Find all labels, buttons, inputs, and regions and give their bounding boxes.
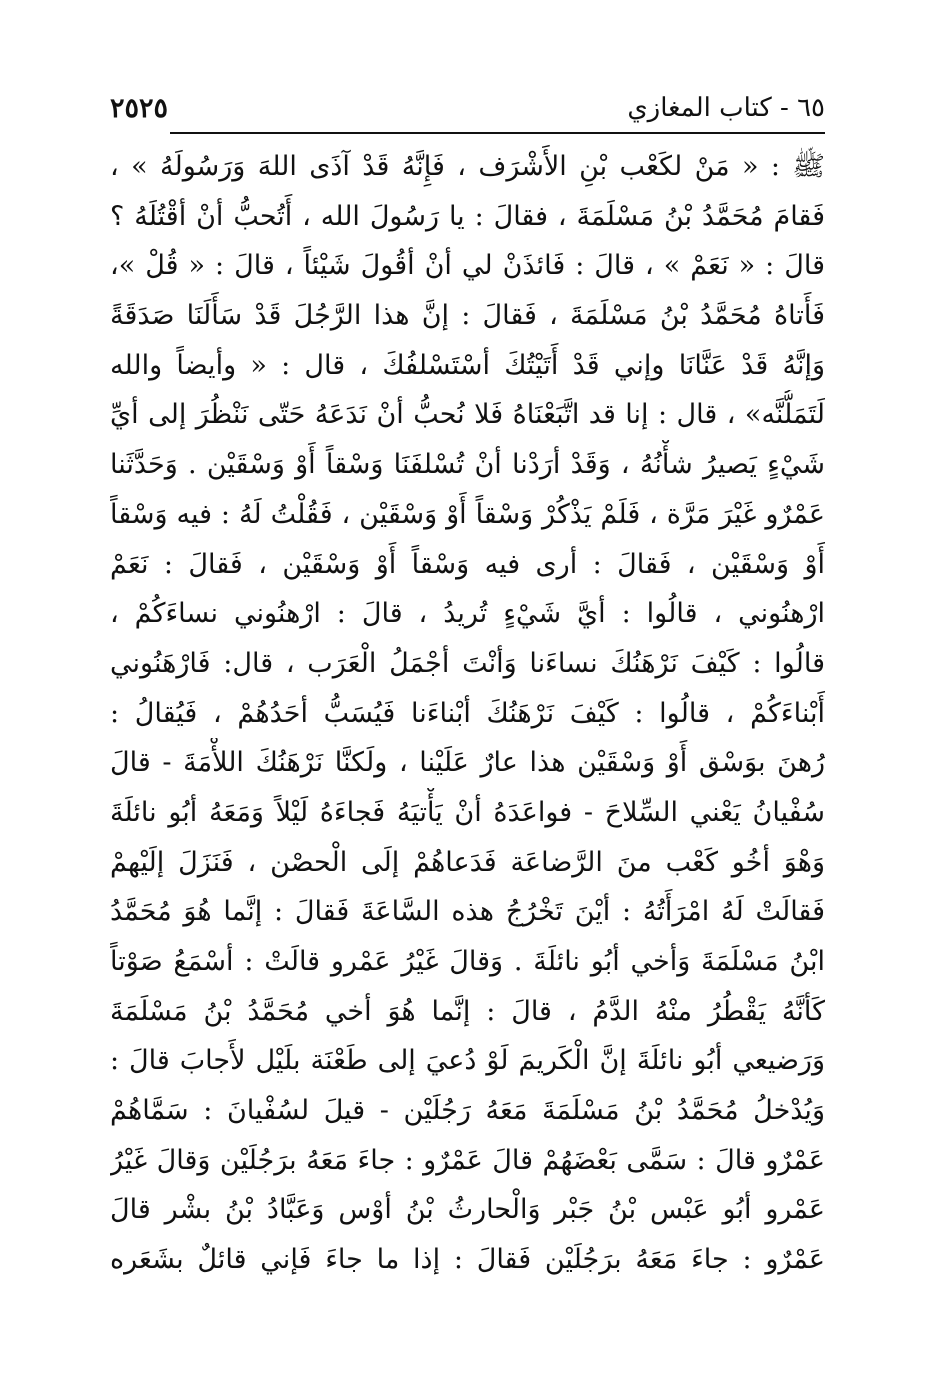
text-line: ابْنُ مَسْلَمَةَ وَأخي أبُو نائلَةَ . وَقالَ غَيْرُ عَمْرو قالَتْ : أسْمَعُ صَوْتاً <box>110 946 825 977</box>
text-line: شَيْءٍ يَصيرُ شأْنُهُ ، وَقَدْ أرَدْنا أنْ تُسْلفَنَا وَسْقاً أَوْ وَسْقَيْن . وَحَدَّثَنا <box>110 449 825 481</box>
text-line: فَقامَ مُحَمَّدُ بْنُ مَسْلَمَةَ ، فقالَ : يا رَسُولَ الله ، أَتُحبُّ أنْ أقْتُلَهُ ؟ <box>110 200 825 232</box>
chapter-title: ٦٥ - كتاب المغازي <box>627 93 825 123</box>
text-line: قالَ : « نَعَمْ » ، قالَ : فَائذَنْ لي أنْ أقُولَ شَيْئاً ، قالَ : « قُلْ »، <box>110 250 825 282</box>
text-line: وَإنَّهُ قَدْ عَنَّانَا وإني قَدْ أَتَيْتُكَ أسْتَسْلفُكَ ، قال : « وأيضاً والله <box>110 349 825 381</box>
body-text <box>110 142 825 1285</box>
page-number: ٢٥٢٥ <box>110 92 169 124</box>
text-line: ﷺ : « مَنْ لكَعْب بْنِ الأَشْرَف ، فَإِنَّهُ قَدْ آذَى اللهَ وَرَسُولَهُ » ، <box>110 151 825 182</box>
text-line: قالُوا : كَيْفَ نَرْهَنُكَ نساءَنا وَأنْتَ أجْمَلُ الْعَرَب ، قال: فَارْهَنُوني <box>110 647 825 679</box>
header-rule <box>170 132 825 134</box>
text-line: وَرَضيعي أبُو نائلَةَ إنَّ الْكَريمَ لَوْ دُعيَ إلى طَعْنَة بلَيْل لأَجابَ قالَ : <box>110 1045 825 1077</box>
text-line: لَتَمَلُّنَّه» ، قال : إنا قد اتَّبَعْنَاهُ فَلا نُحبُّ أنْ نَدَعَهُ حَتّى نَنْظُرَ إلى أيِّ <box>110 399 825 431</box>
text-line: رُهنَ بوَسْق أَوْ وَسْقَيْن هذا عارٌ عَلَيْنا ، ولَكنَّا نَرْهَنُكَ اللأْمَةَ - قالَ <box>110 747 825 779</box>
text-line: فَقالَتْ لَهُ امْرَأَتُهُ : أيْنَ تَخْرُجُ هذه السَّاعَةَ فَقالَ : إنَّما هُوَ مُحَمَّدُ <box>110 896 825 928</box>
text-line: وَيُدْخلُ مُحَمَّدُ بْنُ مَسْلَمَةَ مَعَهُ رَجُلَيْن - قيلَ لسُفْيانَ : سَمَّاهُمْ <box>110 1095 825 1127</box>
text-line: أَوْ وَسْقَيْن ، فَقالَ : أرى فيه وَسْقاً أَوْ وَسْقَيْن ، فَقالَ : نَعَمْ <box>110 548 825 580</box>
text-line: عَمْرو أبُو عَبْس بْنُ جَبْر وَالْحارثُ بْنُ أوْس وَعَبَّادُ بْنُ بشْر قالَ <box>110 1194 825 1226</box>
text-line: كَأنَّهُ يَقْطُرُ منْهُ الدَّمُ ، قالَ : إنَّما هُوَ أخي مُحَمَّدُ بْنُ مَسْلَمَةَ <box>110 995 825 1027</box>
text-line: عَمْرٌو : جاءَ مَعَهُ برَجُلَيْن فَقالَ : إذا ما جاءَ فَإني قائلٌ بشَعَره <box>110 1244 825 1276</box>
text-line: وَهْوَ أخُو كَعْب منَ الرَّضاعَة فَدَعاهُمْ إلَى الْحصْن ، فَنَزَلَ إلَيْهمْ <box>110 846 825 878</box>
text-line: عَمْرٌو قالَ : سَمَّى بَعْضَهُمْ قالَ عَمْرٌو : جاءَ مَعَهُ برَجُلَيْن وَقالَ غَيْرُ <box>110 1144 825 1176</box>
text-line: سُفْيانُ يَعْني السِّلاحَ - فواعَدَهُ أنْ يَأْتيَهُ فَجاءَهُ لَيْلاً وَمَعَهُ أبُو نائلَةَ <box>110 796 825 828</box>
text-line: عَمْرٌو غَيْرَ مَرَّة ، فَلَمْ يَذْكُرْ وَسْقاً أَوْ وَسْقَيْن ، فَقُلْتُ لَهُ : فيه وَسْقاً <box>110 498 825 530</box>
page-header <box>110 88 825 128</box>
text-line: أَبْناءَكُمْ ، قالُوا : كَيْفَ نَرْهَنُكَ أبْناءَنا فَيُسَبُّ أحَدُهُمْ ، فَيُقالُ : <box>110 697 825 729</box>
text-line: فَأَتاهُ مُحَمَّدُ بْنُ مَسْلَمَةَ ، فَقالَ : إنَّ هذا الرَّجُلَ قَدْ سَأَلَنَا صَدَقَةً <box>110 300 825 332</box>
text-line: ارْهنُوني ، قالُوا : أيَّ شَيْءٍ تُريدُ ، قالَ : ارْهنُوني نساءَكُمْ ، <box>110 598 825 630</box>
